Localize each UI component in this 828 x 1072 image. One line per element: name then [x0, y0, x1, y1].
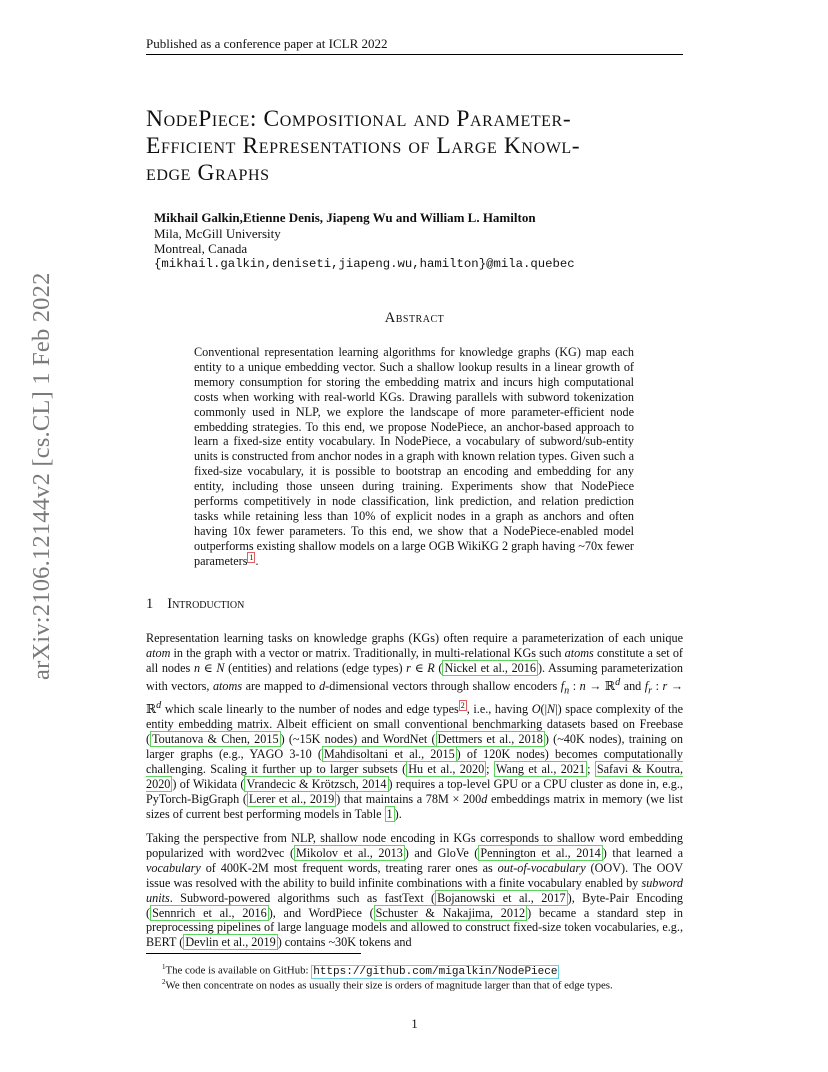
citation-safavi-2020[interactable]: Safavi & Koutra, 2020	[146, 761, 684, 791]
paper-title	[146, 106, 691, 187]
header-rule	[146, 54, 683, 55]
arxiv-stamp: arXiv:2106.12144v2 [cs.CL] 1 Feb 2022	[28, 272, 55, 680]
citation-pennington-2014[interactable]: Pennington et al., 2014	[480, 845, 601, 860]
title-line-2: Efficient Representations of Large Knowl-	[146, 133, 581, 159]
abstract-heading: Abstract	[384, 310, 445, 326]
author-affiliation: Mila, McGill University	[154, 225, 281, 241]
author-names: Mikhail Galkin,Etienne Denis, Jiapeng Wu and William L. Hamilton	[154, 210, 536, 225]
section-number: 1	[146, 596, 154, 612]
running-header: Published as a conference paper at ICLR 2022	[146, 36, 388, 51]
citation-sennrich-2016[interactable]: Sennrich et al., 2016	[152, 905, 267, 920]
citation-devlin-2019[interactable]: Devlin et al., 2019	[185, 935, 276, 950]
author-location: Montreal, Canada	[154, 241, 248, 256]
title-line-1: NodePiece: Compositional and Parameter-	[146, 106, 572, 132]
citation-schuster-2012[interactable]: Schuster & Nakajima, 2012	[375, 905, 526, 920]
author-email: {mikhail.galkin,deniseti,jiapeng.wu,hamilton}@mila.quebec	[154, 256, 575, 271]
section-title: Introduction	[167, 596, 245, 612]
section-heading	[146, 596, 244, 613]
citation-lerer-2019[interactable]: Lerer et al., 2019	[248, 791, 335, 806]
intro-paragraph-1: Representation learning tasks on knowledge graphs (KGs) often require a parameterization of each unique atom in the graph with a vector or matrix. Traditionally, in multi-relational KGs such atoms constitute a set of all nodes n ∈ N (entities) and relations (edge types) r ∈ R ( Nickel et al., 2016 ). Assuming parameterization with vectors, atoms are mapped to d-dimensional vectors through shallow encoders $f_n$ : n → ℝ$^d$ and $f_r$ : r → ℝ$^d$ which scale linearly to the number of nodes and edge types $^2$ , i.e., having O(|N|) space complexity of the entity embedding matrix. Albeit efficient on small conventional benchmarking datasets based on Freebase ( Toutanova & Chen, 2015 ) (~15K nodes) and WordNet ( Dettmers et al., 2018 ) (~40K nodes), training on larger graphs (e.g., YAGO 3-10 ( Mahdisoltani et al., 2015 ) of 120K nodes) becomes computationally challenging. Scaling it further up to larger subsets ( Hu et al., 2020 ; Wang et al., 2021 ; Safavi & Koutra, 2020 ) of Wikidata ( Vrandecic & Krötzsch, 2014 ) requires a top-level GPU or a CPU cluster as done in, e.g., PyTorch-BigGraph ( Lerer et al., 2019 ) that maintains a 78M × 200d embeddings matrix in memory (we list sizes of current best performing models in Table 1 ).	[146, 631, 684, 821]
citation-nickel-2016[interactable]: Nickel et al., 2016	[444, 660, 536, 675]
footnote-rule	[146, 953, 361, 954]
footnote-2-text: We then concentrate on nodes as usually their size is orders of magnitude larger than that of edge types.	[165, 979, 613, 992]
footnote-1-text: The code is available on GitHub:	[165, 964, 312, 977]
page-number: 1	[411, 1016, 418, 1031]
citation-toutanova-2015[interactable]: Toutanova & Chen, 2015	[152, 732, 279, 746]
author-block	[146, 210, 575, 272]
footnote-1: $^1$The code is available on GitHub: https://github.com/migalkin/NodePiece	[162, 963, 558, 978]
citation-dettmers-2018[interactable]: Dettmers et al., 2018	[437, 732, 543, 746]
abstract-text: Conventional representation learning algorithms for knowledge graphs (KG) map each entity to a unique embedding vector. Such a shallow lookup results in a linear growth of memory consumption for storing the embedding matrix and incurs high computational costs when working with real-world KGs. Drawing parallels with subword tokenization commonly used in NLP, we explore the landscape of more parameter-efficient node embedding strategies. To this end, we propose NodePiece, an anchor-based approach to learn a fixed-size entity vocabulary. In NodePiece, a vocabulary of subword/sub-entity units is constructed from anchor nodes in a graph with known relation types. Given such a fixed-size vocabulary, it is possible to bootstrap an encoding and embedding for any entity, including those unseen during training. Experiments show that NodePiece performs competitively in node classification, link prediction, and relation prediction tasks while retaining less than 10% of explicit nodes in a graph as anchors and often having 10x fewer parameters. To this end, we show that a NodePiece-enabled model outperforms existing shallow models on a large OGB WikiKG 2 graph having ~70x fewer parameters	[194, 345, 635, 568]
citation-bojanowski-2017[interactable]: Bojanowski et al., 2017	[437, 890, 566, 905]
footnote-ref-2[interactable]: 2	[460, 701, 465, 711]
citation-hu-2020[interactable]: Hu et al., 2020	[408, 761, 485, 776]
footnote-2: $^2$We then concentrate on nodes as usually their size is orders of magnitude larger than that of edge types.	[162, 978, 613, 992]
title-line-3: edge Graphs	[146, 160, 270, 186]
github-link[interactable]: https://github.com/migalkin/NodePiece	[313, 965, 558, 978]
table-ref-1[interactable]: 1	[386, 806, 393, 821]
citation-mikolov-2013[interactable]: Mikolov et al., 2013	[296, 845, 403, 860]
intro-paragraph-2: Taking the perspective from NLP, shallow node encoding in KGs corresponds to shallow word embedding popularized with word2vec ( Mikolov et al., 2013 ) and GloVe ( Pennington et al., 2014 ) that learned a vocabulary of 400K-2M most frequent words, treating rarer ones as out-of-vocabulary (OOV). The OOV issue was resolved with the ability to build infinite combinations with a finite vocabulary enabled by subword units. Subword-powered algorithms such as fastText ( Bojanowski et al., 2017 ), Byte-Pair Encoding ( Sennrich et al., 2016 ), and WordPiece ( Schuster & Nakajima, 2012 ) became a standard step in preprocessing pipelines of large language models and allowed to construct fixed-size token vocabularies, e.g., BERT ( Devlin et al., 2019 ) contains ~30K tokens and	[146, 831, 684, 950]
footnote-ref-1[interactable]: 1	[249, 552, 254, 562]
citation-wang-2021[interactable]: Wang et al., 2021	[495, 761, 586, 776]
abstract-body: Conventional representation learning algorithms for knowledge graphs (KG) map each entity to a unique embedding vector. Such a shallow lookup results in a linear growth of memory consumption for storing the embedding matrix and incurs high computational costs when working with real-world KGs. Drawing parallels with subword tokenization commonly used in NLP, we explore the landscape of more parameter-efficient node embedding strategies. To this end, we propose NodePiece, an anchor-based approach to learn a fixed-size entity vocabulary. In NodePiece, a vocabulary of subword/sub-entity units is constructed from anchor nodes in a graph with known relation types. Given such a fixed-size vocabulary, it is possible to bootstrap an encoding and embedding for any entity, including those unseen during training. Experiments show that NodePiece performs competitively in node classification, link prediction, and relation prediction tasks while retaining less than 10% of explicit nodes in a graph as anchors and often having 10x fewer parameters. To this end, we show that a NodePiece-enabled model outperforms existing shallow models on a large OGB WikiKG 2 graph having ~70x fewer parameters $^1$ .	[194, 345, 635, 568]
citation-mahdisoltani-2015[interactable]: Mahdisoltani et al., 2015	[323, 746, 455, 761]
citation-vrandecic-2014[interactable]: Vrandecic & Krötzsch, 2014	[246, 776, 387, 791]
